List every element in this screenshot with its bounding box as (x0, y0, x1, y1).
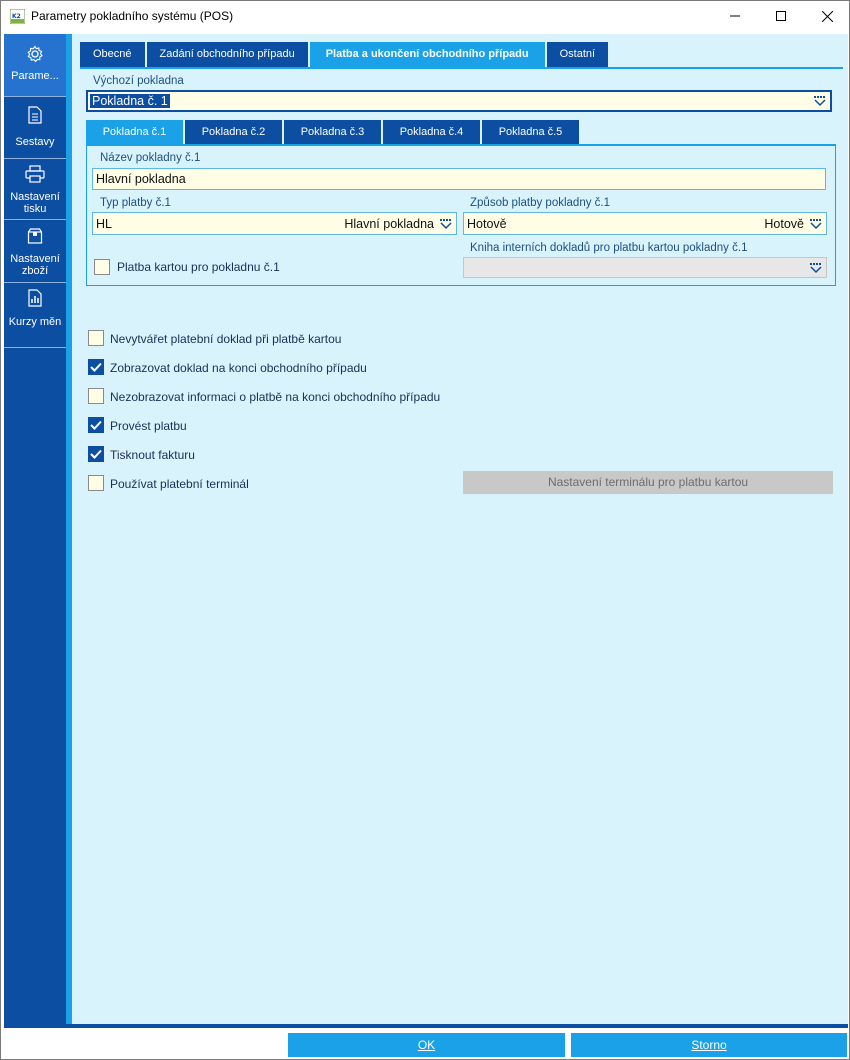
payment-type-name: Hlavní pokladna (344, 217, 434, 231)
chevron-down-icon (809, 218, 823, 230)
nav-label: Parame... (11, 70, 59, 82)
register-name-label: Název pokladny č.1 (100, 152, 201, 164)
tab-other[interactable]: Ostatní (547, 42, 608, 67)
option-label: Zobrazovat doklad na konci obchodního případu (110, 361, 367, 375)
maximize-button[interactable] (758, 1, 804, 31)
tab-register-4[interactable]: Pokladna č.4 (383, 120, 480, 144)
internal-book-label: Kniha interních dokladů pro platbu kartou pokladny č.1 (470, 242, 748, 254)
default-register-value: Pokladna č. 1 (92, 94, 168, 108)
no-payment-doc-checkbox[interactable] (88, 330, 104, 346)
checkmark-icon (89, 447, 103, 461)
box-icon (27, 228, 43, 244)
ok-button[interactable]: OK (288, 1033, 565, 1057)
title-bar (1, 1, 849, 32)
tab-register-2[interactable]: Pokladna č.2 (185, 120, 282, 144)
payment-method-value: Hotově (467, 217, 507, 231)
show-document-checkbox[interactable] (88, 359, 104, 375)
tab-register-3[interactable]: Pokladna č.3 (284, 120, 381, 144)
payment-type-label: Typ platby č.1 (100, 197, 171, 209)
minimize-button[interactable] (712, 1, 758, 31)
nav-label: Nastavení zboží (10, 253, 60, 277)
printer-icon (25, 165, 45, 183)
chevron-down-icon (809, 262, 823, 274)
register-name-field[interactable] (92, 168, 826, 190)
default-register-select[interactable] (86, 90, 832, 112)
tab-general[interactable]: Obecné (80, 42, 145, 67)
option-label: Nevytvářet platební doklad při platbě kartou (110, 332, 342, 346)
chevron-down-icon (439, 218, 453, 230)
payment-method-name: Hotově (764, 217, 804, 231)
nav-label: Nastavení tisku (10, 191, 60, 215)
bottom-strip (4, 1024, 848, 1028)
maximize-icon (776, 11, 786, 21)
nav-item-print-settings[interactable] (4, 159, 66, 220)
cancel-button[interactable]: Storno (571, 1033, 847, 1057)
chevron-down-icon (813, 95, 827, 107)
register-panel (86, 144, 836, 286)
nav-label: Sestavy (15, 136, 55, 148)
tab-underline (80, 67, 843, 69)
register-tabbar (86, 120, 581, 144)
main-tabbar (80, 42, 610, 67)
main-content (72, 34, 848, 1028)
print-invoice-checkbox[interactable] (88, 446, 104, 462)
tab-payment-and-closing[interactable]: Platba a ukončení obchodního případu (310, 42, 545, 67)
nav-item-exchange-rates[interactable] (4, 283, 66, 348)
register-name-value: Hlavní pokladna (96, 172, 186, 186)
document-icon (27, 106, 43, 124)
gear-icon (26, 45, 44, 63)
card-payment-label: Platba kartou pro pokladnu č.1 (117, 260, 280, 274)
option-label: Provést platbu (110, 419, 187, 433)
tab-register-5[interactable]: Pokladna č.5 (482, 120, 579, 144)
perform-payment-checkbox[interactable] (88, 417, 104, 433)
option-label: Nezobrazovat informaci o platbě na konci obchodního případu (110, 390, 441, 404)
chart-icon (27, 289, 43, 307)
internal-book-select[interactable] (463, 257, 827, 278)
terminal-settings-button[interactable]: Nastavení terminálu pro platbu kartou (463, 471, 833, 494)
tab-business-case-entry[interactable]: Zadání obchodního případu (147, 42, 308, 67)
close-button[interactable] (804, 1, 850, 31)
left-navigation (4, 34, 66, 1024)
payment-method-label: Způsob platby pokladny č.1 (470, 197, 611, 209)
checkmark-icon (89, 360, 103, 374)
checkmark-icon (89, 418, 103, 432)
use-terminal-checkbox[interactable] (88, 475, 104, 491)
hide-payment-info-checkbox[interactable] (88, 388, 104, 404)
default-register-label: Výchozí pokladna (93, 75, 184, 87)
payment-type-code: HL (96, 217, 112, 231)
option-label: Používat platební terminál (110, 477, 249, 491)
window-title: Parametry pokladního systému (POS) (31, 9, 234, 23)
nav-item-parameters[interactable] (4, 34, 66, 97)
nav-item-reports[interactable] (4, 97, 66, 159)
svg-text:K2: K2 (12, 13, 21, 20)
payment-method-select[interactable] (463, 212, 827, 235)
close-icon (822, 11, 833, 22)
payment-type-select[interactable] (92, 212, 457, 235)
k2-app-icon (10, 9, 25, 24)
minimize-icon (730, 11, 740, 21)
nav-label: Kurzy měn (8, 316, 62, 328)
option-label: Tisknout fakturu (110, 448, 195, 462)
tab-register-1[interactable]: Pokladna č.1 (86, 120, 183, 144)
nav-item-goods-settings[interactable] (4, 220, 66, 283)
card-payment-checkbox[interactable] (94, 259, 110, 275)
